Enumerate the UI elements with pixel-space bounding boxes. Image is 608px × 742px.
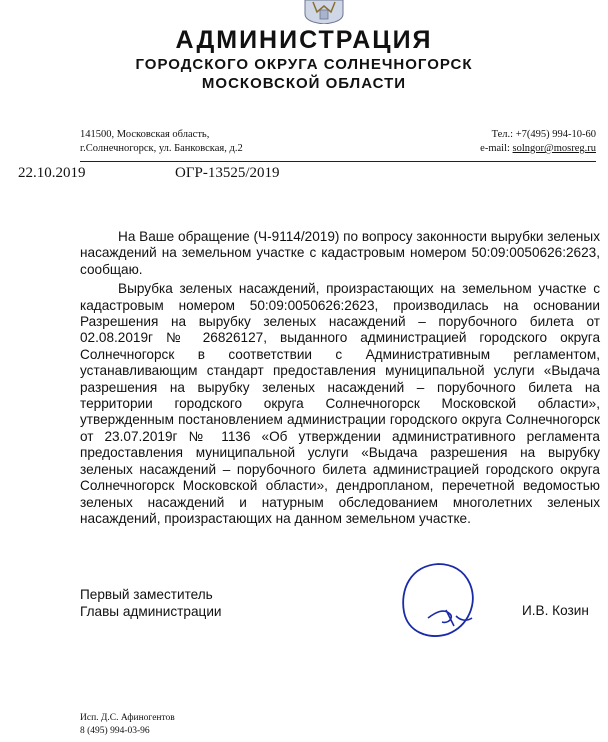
phone-number: Тел.: +7(495) 994-10-60 [491, 129, 596, 140]
organization-subtitle-line1: ГОРОДСКОГО ОКРУГА СОЛНЕЧНОГОРСК [135, 56, 473, 73]
handwritten-signature [398, 560, 480, 642]
coat-of-arms-emblem [303, 0, 345, 24]
email-line [480, 142, 596, 156]
signatory-name: И.В. Козин [522, 603, 589, 618]
body-paragraph-1: На Ваше обращение (Ч-9114/2019) по вопросу законности вырубки зеленых насаждений на земельном участке с кадастровым номером 50:09:0050626:2623, сообщаю. [80, 229, 600, 277]
executor-info [80, 712, 175, 737]
postal-address [80, 128, 243, 156]
registration-number: ОГР-13525/2019 [175, 165, 280, 181]
executor-phone: 8 (495) 994-03-96 [80, 725, 150, 736]
document-date: 22.10.2019 [18, 165, 86, 181]
position-line2: Главы администрации [80, 603, 222, 619]
contact-block [480, 128, 596, 156]
address-line2: г.Солнечногорск, ул. Банковская, д.2 [80, 143, 243, 154]
organization-title: АДМИНИСТРАЦИЯ [175, 26, 433, 54]
header-divider [80, 161, 596, 162]
email-label: e-mail: [480, 143, 513, 154]
letter-body [80, 229, 600, 527]
organization-subtitle-line2: МОСКОВСКОЙ ОБЛАСТИ [201, 75, 407, 92]
email-link[interactable]: solngor@mosreg.ru [512, 143, 596, 154]
signatory-position [80, 587, 222, 620]
position-line1: Первый заместитель [80, 587, 213, 602]
body-paragraph-2: Вырубка зеленых насаждений, произрастающих на земельном участке с кадастровым номером 50:09:0050626:2623, производилась на основании Разрешения на вырубку зеленых насаждений – порубочного билета от 02.08.2019г № 26826127, выданного администрацией городского округа Солнечногорск в соответствии с Административным регламентом, устанавливающим стандарт предоставления муниципальной услуги «Выдача разрешения на вырубку зеленых насаждений – порубочного билета на территории городского округа Солнечногорск Московской области», утвержденным постановлением администрации городского округа Солнечногорск от 23.07.2019г № 1136 «Об утверждении административного регламента предоставления муниципальной услуги «Выдача разрешения на вырубку зеленых насаждений – порубочного билета администрацией городского округа Солнечногорск Московской области», дендропланом, перечетной ведомостью зеленых насаждений и натурным обследованием многолетних зеленых насаждений, произрастающих на данном земельном участке. [80, 281, 600, 526]
executor-name: Исп. Д.С. Афиногентов [80, 713, 175, 723]
address-line1: 141500, Московская область, [80, 129, 210, 140]
